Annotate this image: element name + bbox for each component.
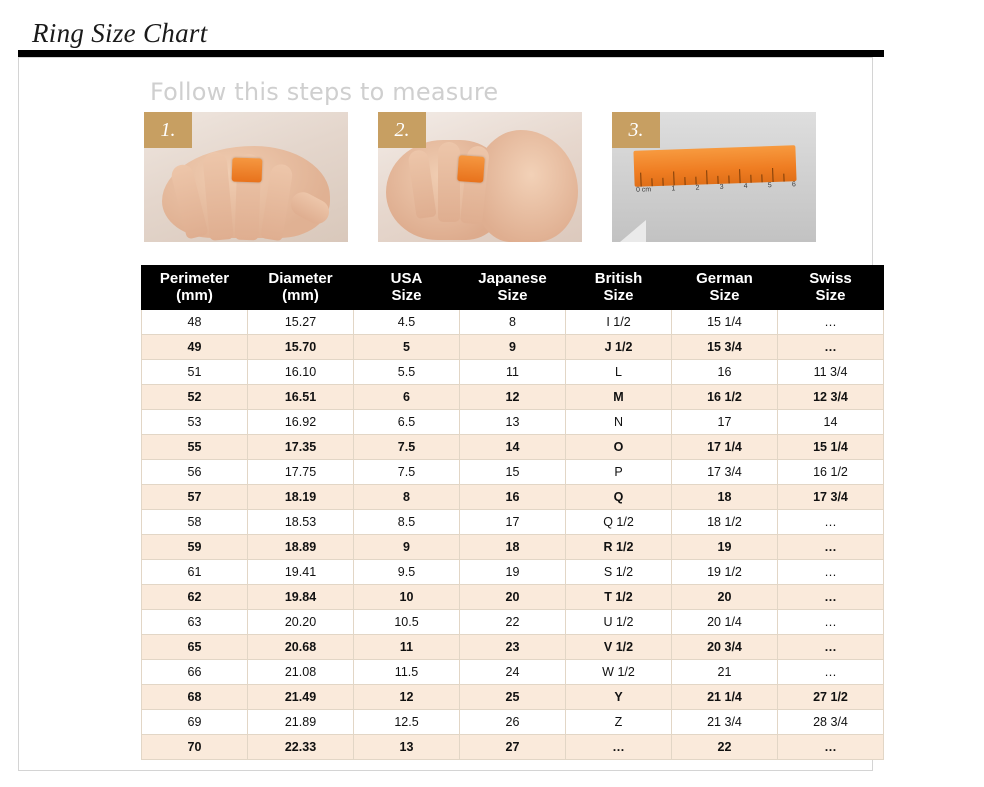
table-cell: 21.49 xyxy=(248,684,354,709)
step-number-badge: 1. xyxy=(144,112,192,148)
table-cell: 11 xyxy=(460,359,566,384)
table-cell: … xyxy=(778,634,884,659)
table-row xyxy=(142,659,884,684)
table-cell: 17 3/4 xyxy=(672,459,778,484)
table-cell: 8 xyxy=(354,484,460,509)
header-line2: Size xyxy=(815,287,846,305)
table-cell: 15.27 xyxy=(248,309,354,334)
table-row xyxy=(142,309,884,334)
second-hand-shape xyxy=(474,130,578,242)
table-cell: 14 xyxy=(460,434,566,459)
ruler-label: 1 xyxy=(671,185,676,193)
table-cell: 55 xyxy=(142,434,248,459)
finger-shape xyxy=(438,142,460,222)
table-cell: N xyxy=(566,409,672,434)
table-cell: 16.10 xyxy=(248,359,354,384)
table-body xyxy=(142,309,884,759)
table-cell: 15 1/4 xyxy=(672,309,778,334)
table-row xyxy=(142,584,884,609)
column-header-diameter xyxy=(248,266,354,310)
table-cell: 17.35 xyxy=(248,434,354,459)
table-cell: 17.75 xyxy=(248,459,354,484)
table-row xyxy=(142,534,884,559)
table-row xyxy=(142,684,884,709)
header-line2: Size xyxy=(709,287,740,305)
table-cell: 14 xyxy=(778,409,884,434)
table-cell: 20.68 xyxy=(248,634,354,659)
table-cell: 16.51 xyxy=(248,384,354,409)
table-cell: … xyxy=(566,734,672,759)
header-line1: Japanese xyxy=(478,270,547,287)
table-row xyxy=(142,434,884,459)
table-cell: 16 xyxy=(672,359,778,384)
table-cell: 21 1/4 xyxy=(672,684,778,709)
table-cell: 51 xyxy=(142,359,248,384)
header-line1: Perimeter xyxy=(159,270,230,287)
column-header-german xyxy=(672,266,778,310)
table-cell: O xyxy=(566,434,672,459)
table-cell: 12.5 xyxy=(354,709,460,734)
table-cell: P xyxy=(566,459,672,484)
table-cell: 19.41 xyxy=(248,559,354,584)
column-header-swiss xyxy=(778,266,884,310)
table-cell: 7.5 xyxy=(354,434,460,459)
table-cell: 70 xyxy=(142,734,248,759)
table-row xyxy=(142,734,884,759)
table-cell: L xyxy=(566,359,672,384)
table-cell: Q 1/2 xyxy=(566,509,672,534)
table-row xyxy=(142,484,884,509)
table-cell: 18 xyxy=(672,484,778,509)
header-line2: Size xyxy=(391,287,422,305)
table-cell: 6 xyxy=(354,384,460,409)
table-cell: 9.5 xyxy=(354,559,460,584)
table-cell: 15.70 xyxy=(248,334,354,359)
steps-row xyxy=(144,112,844,242)
table-cell: 20 1/4 xyxy=(672,609,778,634)
table-cell: 20 xyxy=(672,584,778,609)
table-cell: 59 xyxy=(142,534,248,559)
header-line2: (mm) xyxy=(282,287,319,305)
table-cell: 69 xyxy=(142,709,248,734)
ring-size-table xyxy=(141,265,884,760)
table-row xyxy=(142,459,884,484)
table-cell: Y xyxy=(566,684,672,709)
table-row xyxy=(142,509,884,534)
table-cell: 11.5 xyxy=(354,659,460,684)
table-cell: 17 xyxy=(672,409,778,434)
header-line1: USA xyxy=(390,270,423,287)
table-cell: W 1/2 xyxy=(566,659,672,684)
header-line2: Size xyxy=(603,287,634,305)
table-row xyxy=(142,709,884,734)
table-cell: 21.08 xyxy=(248,659,354,684)
table-cell: 11 3/4 xyxy=(778,359,884,384)
table-cell: 15 1/4 xyxy=(778,434,884,459)
table-cell: 19 xyxy=(460,559,566,584)
step-number-badge: 3. xyxy=(612,112,660,148)
table-cell: J 1/2 xyxy=(566,334,672,359)
table-cell: 49 xyxy=(142,334,248,359)
table-cell: 18 xyxy=(460,534,566,559)
table-row xyxy=(142,334,884,359)
table-header xyxy=(142,266,884,310)
table-cell: 58 xyxy=(142,509,248,534)
header-line1: German xyxy=(696,270,753,287)
table-cell: 68 xyxy=(142,684,248,709)
table-cell: 18.19 xyxy=(248,484,354,509)
ruler-label: 2 xyxy=(695,184,700,192)
table-cell: … xyxy=(778,609,884,634)
header-line2: (mm) xyxy=(176,287,213,305)
table-cell: 23 xyxy=(460,634,566,659)
table-cell: 17 xyxy=(460,509,566,534)
table-cell: 18.53 xyxy=(248,509,354,534)
table-cell: 17 3/4 xyxy=(778,484,884,509)
table-cell: 9 xyxy=(460,334,566,359)
step-3 xyxy=(612,112,816,242)
column-header-british xyxy=(566,266,672,310)
table-cell: 18.89 xyxy=(248,534,354,559)
table-cell: … xyxy=(778,559,884,584)
table-cell: I 1/2 xyxy=(566,309,672,334)
column-header-perimeter xyxy=(142,266,248,310)
table-row xyxy=(142,609,884,634)
table-cell: V 1/2 xyxy=(566,634,672,659)
ruler-label: 5 xyxy=(767,182,772,190)
table-cell: 25 xyxy=(460,684,566,709)
table-cell: … xyxy=(778,309,884,334)
table-cell: 22.33 xyxy=(248,734,354,759)
table-cell: … xyxy=(778,334,884,359)
table-cell: 61 xyxy=(142,559,248,584)
table-cell: 8.5 xyxy=(354,509,460,534)
table-cell: 66 xyxy=(142,659,248,684)
table-cell: Q xyxy=(566,484,672,509)
table-cell: 10.5 xyxy=(354,609,460,634)
table-cell: 63 xyxy=(142,609,248,634)
table-cell: M xyxy=(566,384,672,409)
table-cell: 20.20 xyxy=(248,609,354,634)
table-cell: 27 xyxy=(460,734,566,759)
table-row xyxy=(142,559,884,584)
step-1 xyxy=(144,112,348,242)
table-cell: 16 1/2 xyxy=(672,384,778,409)
table-cell: 24 xyxy=(460,659,566,684)
header-line1: British xyxy=(594,270,643,287)
ruler-label: 0 cm xyxy=(635,186,652,194)
table-cell: 5.5 xyxy=(354,359,460,384)
header-line1: Swiss xyxy=(809,270,852,287)
table-cell: 8 xyxy=(460,309,566,334)
table-cell: Z xyxy=(566,709,672,734)
table-cell: … xyxy=(778,509,884,534)
table-cell: 4.5 xyxy=(354,309,460,334)
header-line1: Diameter xyxy=(268,270,333,287)
column-header-usa xyxy=(354,266,460,310)
table-cell: 17 1/4 xyxy=(672,434,778,459)
column-header-japanese xyxy=(460,266,566,310)
ruler-label: 4 xyxy=(743,182,748,191)
table-cell: 5 xyxy=(354,334,460,359)
title-divider xyxy=(18,50,884,57)
table-cell: 27 1/2 xyxy=(778,684,884,709)
table-row xyxy=(142,384,884,409)
table-cell: 11 xyxy=(354,634,460,659)
header-line2: Size xyxy=(497,287,528,305)
table-cell: 18 1/2 xyxy=(672,509,778,534)
step-number-badge: 2. xyxy=(378,112,426,148)
table-cell: 26 xyxy=(460,709,566,734)
table-cell: 20 3/4 xyxy=(672,634,778,659)
table-cell: R 1/2 xyxy=(566,534,672,559)
table-cell: 12 3/4 xyxy=(778,384,884,409)
table-cell: … xyxy=(778,659,884,684)
ruler-label: 6 xyxy=(791,181,796,189)
table-cell: U 1/2 xyxy=(566,609,672,634)
table-cell: 13 xyxy=(460,409,566,434)
table-cell: 19 xyxy=(672,534,778,559)
table-cell: 16 xyxy=(460,484,566,509)
table-cell: 16 1/2 xyxy=(778,459,884,484)
page-title: Ring Size Chart xyxy=(32,18,208,48)
table-cell: 9 xyxy=(354,534,460,559)
table-cell: … xyxy=(778,584,884,609)
table-row xyxy=(142,359,884,384)
table-cell: 12 xyxy=(354,684,460,709)
table-cell: 21.89 xyxy=(248,709,354,734)
table-cell: 21 xyxy=(672,659,778,684)
table-cell: … xyxy=(778,534,884,559)
step-2 xyxy=(378,112,582,242)
table-cell: 6.5 xyxy=(354,409,460,434)
table-cell: 57 xyxy=(142,484,248,509)
table-cell: T 1/2 xyxy=(566,584,672,609)
table-cell: 56 xyxy=(142,459,248,484)
paper-strip-shape xyxy=(457,155,485,183)
table-cell: 65 xyxy=(142,634,248,659)
table-cell: 62 xyxy=(142,584,248,609)
table-cell: 19 1/2 xyxy=(672,559,778,584)
table-cell: 15 3/4 xyxy=(672,334,778,359)
table-cell: 21 3/4 xyxy=(672,709,778,734)
table-row xyxy=(142,409,884,434)
table-cell: 16.92 xyxy=(248,409,354,434)
table-cell: 28 3/4 xyxy=(778,709,884,734)
table-cell: S 1/2 xyxy=(566,559,672,584)
paper-sheet-shape xyxy=(620,220,646,242)
table-cell: 19.84 xyxy=(248,584,354,609)
table-cell: 22 xyxy=(672,734,778,759)
table-cell: 52 xyxy=(142,384,248,409)
paper-strip-shape xyxy=(232,157,263,182)
table-cell: 15 xyxy=(460,459,566,484)
table-row xyxy=(142,634,884,659)
table-cell: 53 xyxy=(142,409,248,434)
table-cell: 20 xyxy=(460,584,566,609)
table-cell: 12 xyxy=(460,384,566,409)
steps-heading: Follow this steps to measure xyxy=(150,78,499,106)
table-cell: … xyxy=(778,734,884,759)
table-cell: 10 xyxy=(354,584,460,609)
table-cell: 22 xyxy=(460,609,566,634)
table-cell: 7.5 xyxy=(354,459,460,484)
table-header-row xyxy=(142,266,884,310)
table-cell: 13 xyxy=(354,734,460,759)
ruler-label: 3 xyxy=(719,183,724,191)
table-cell: 48 xyxy=(142,309,248,334)
